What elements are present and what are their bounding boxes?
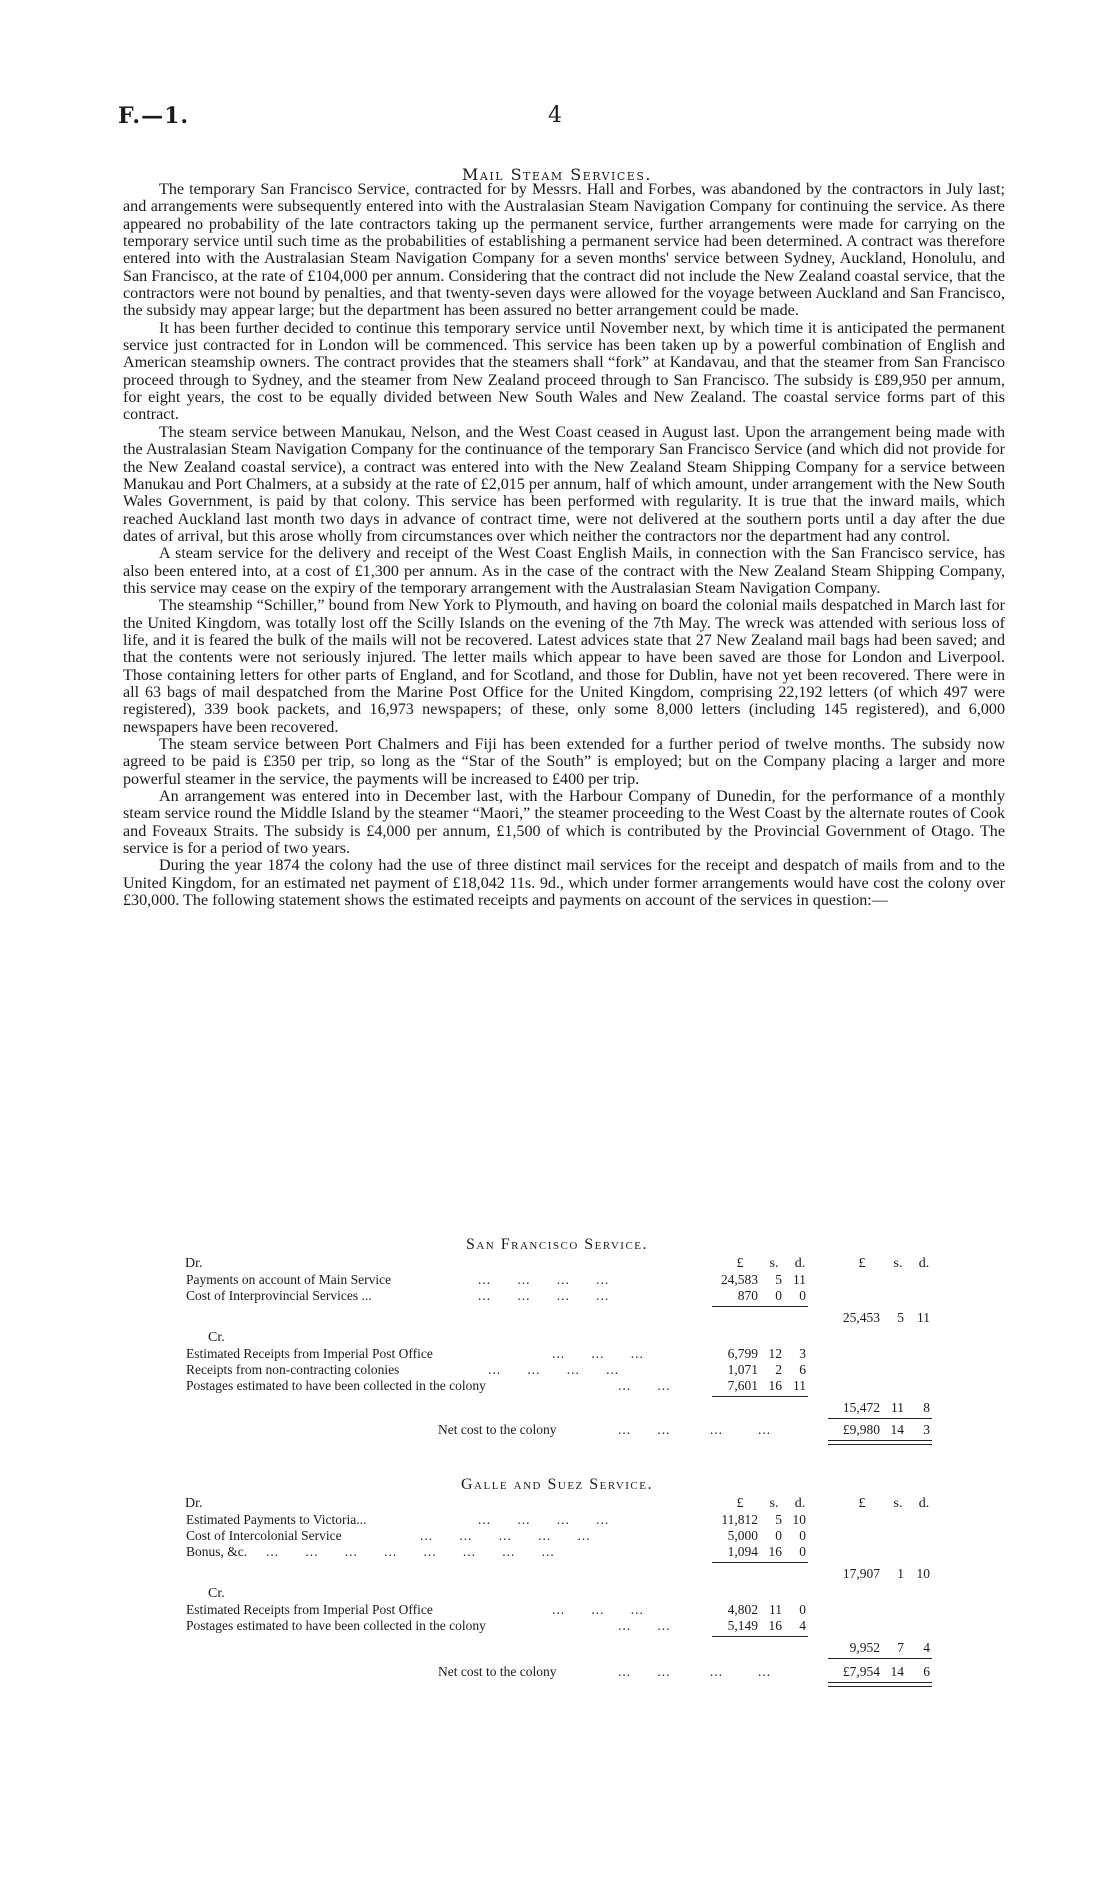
paragraph: It has been further decided to continue this temporary service until November next, by which time it is anticipated the permanent service just contracted for in London will be commenced. This service has been taken up by a powerful combination of English and American steamship owners. The contract provides that the steamers shall “fork” at Kandavau, and that the steamer from San Francisco proceed through to Sydney, and the steamer from New Zealand proceed through to San Francisco. The subsidy is £89,950 per annum, for eight years, the cost to be equally divided between New South Wales and New Zealand. The coastal service forms part of this contract. bbox=[123, 319, 1005, 424]
ledger-row: Estimated Payments to Victoria... ... ... ... ... 11,812 5 10 bbox=[186, 1512, 806, 1527]
shillings-value: 16 bbox=[768, 1544, 782, 1559]
shillings-value: 11 bbox=[769, 1602, 782, 1617]
pence-value: 11 bbox=[793, 1378, 806, 1393]
col-pence-header: d. bbox=[794, 1496, 806, 1511]
pounds-value: 5,000 bbox=[727, 1528, 758, 1543]
document-reference: F.—1. bbox=[118, 103, 190, 129]
section-title-mail-steam-services: Mail Steam Services. bbox=[462, 165, 652, 184]
col-shilling-header: s. bbox=[769, 1256, 779, 1271]
shillings-value: 16 bbox=[768, 1378, 782, 1393]
row-label: Estimated Receipts from Imperial Post Office bbox=[186, 1602, 433, 1617]
pence-value: 0 bbox=[799, 1602, 806, 1617]
dr-label: Dr. bbox=[185, 1256, 203, 1271]
net-cost-label: Net cost to the colony bbox=[438, 1422, 557, 1437]
pounds-value: 1,071 bbox=[727, 1362, 758, 1377]
row-label: Cost of Interprovincial Services ... bbox=[186, 1288, 372, 1303]
subtotal-rule bbox=[712, 1562, 808, 1563]
shillings-value: 2 bbox=[775, 1362, 782, 1377]
net-shillings: 14 bbox=[890, 1664, 904, 1679]
subtotal-rule bbox=[712, 1636, 808, 1637]
ledger-row: Postages estimated to have been collected in the colony ... ... 5,149 16 4 bbox=[186, 1618, 806, 1633]
pence-value: 10 bbox=[792, 1512, 806, 1527]
total-pence: 11 bbox=[917, 1310, 930, 1325]
row-label: Cost of Intercolonial Service bbox=[186, 1528, 342, 1543]
ledger-total-row bbox=[0, 1310, 1114, 1326]
net-double-rule bbox=[828, 1682, 932, 1687]
total-shillings: 5 bbox=[897, 1310, 904, 1325]
pounds-value: 4,802 bbox=[727, 1602, 758, 1617]
ledger-row: Estimated Receipts from Imperial Post Office ... ... ... 4,802 11 0 bbox=[186, 1602, 806, 1617]
ledger-row: Bonus, &c. ... ... ... ... ... ... ... ... 1,094 16 0 bbox=[186, 1544, 806, 1559]
body-text bbox=[123, 181, 1005, 909]
page-number: 4 bbox=[548, 103, 562, 128]
section-title-san-francisco: San Francisco Service. bbox=[465, 1236, 649, 1253]
dr-label: Dr. bbox=[185, 1496, 203, 1511]
net-cost-label: Net cost to the colony bbox=[438, 1664, 557, 1679]
net-pence: 3 bbox=[923, 1422, 930, 1437]
paragraph: The steamship “Schiller,” bound from New York to Plymouth, and having on board the colonial mails despatched in March last for the United Kingdom, was totally lost off the Scilly Islands on the evening of the 7th May. The wreck was attended with serious loss of life, and it is feared the bulk of the mails will not be recovered. Latest advices state that 27 New Zealand mail bags had been saved; and that the contents were not seriously injured. The letter mails which appear to have been saved are those for London and Liverpool. Those containing letters for other parts of England, and for Scotland, and those for Dublin, have not yet been recovered. There were in all 63 bags of mail despatched from the Marine Post Office for the United Kingdom, comprising 22,192 letters (of which 497 were registered), 339 book packets, and 16,973 newspapers; of these, only some 8,000 letters (including 145 registered), and 6,000 newspapers have been recovered. bbox=[123, 597, 1005, 736]
paragraph: The temporary San Francisco Service, contracted for by Messrs. Hall and Forbes, was abandoned by the contractors in July last; and arrangements were subsequently entered into with the Australasian Steam Navigation Company for continuing the service. As there appeared no probability of the late contractors taking up the permanent service, further arrangements were made for carrying on the temporary service until such time as the probabilities of establishing a permanent service had been determined. A contract was therefore entered into with the Australasian Steam Navigation Company for a seven months' service between Sydney, Auckland, Honolulu, and San Francisco, at the rate of £104,000 per annum. Considering that the contract did not include the New Zealand coastal service, that the contractors were not bound by penalties, and that twenty-seven days were allowed for the voyage between Auckland and San Francisco, the subsidy may appear large; but the department has been assured no better arrangement could be made. bbox=[123, 181, 1005, 320]
total-pence: 8 bbox=[923, 1400, 930, 1415]
row-label: Payments on account of Main Service bbox=[186, 1272, 392, 1287]
pence-value: 3 bbox=[799, 1346, 806, 1361]
total-shillings: 7 bbox=[897, 1640, 904, 1655]
ledger-row: Receipts from non-contracting colonies ... ... ... ... 1,071 2 6 bbox=[186, 1362, 806, 1377]
col-pound-header: £ bbox=[736, 1256, 744, 1271]
col-pound-header: £ bbox=[858, 1496, 866, 1511]
net-pounds: £9,980 bbox=[842, 1422, 880, 1437]
ledger-total-row bbox=[0, 1400, 1114, 1416]
ledger-total-row bbox=[0, 1640, 1114, 1656]
total-pounds: 25,453 bbox=[842, 1310, 880, 1325]
row-label: Receipts from non-contracting colonies bbox=[186, 1362, 400, 1377]
cr-label: Cr. bbox=[208, 1586, 225, 1601]
pence-value: 11 bbox=[793, 1272, 806, 1287]
total-rule bbox=[828, 1658, 932, 1659]
total-pence: 4 bbox=[923, 1640, 930, 1655]
col-shilling-header: s. bbox=[893, 1496, 903, 1511]
pounds-value: 5,149 bbox=[727, 1618, 758, 1633]
total-shillings: 1 bbox=[897, 1566, 904, 1581]
pounds-value: 870 bbox=[737, 1288, 758, 1303]
pence-value: 6 bbox=[799, 1362, 806, 1377]
row-label: Postages estimated to have been collected in the colony bbox=[186, 1378, 486, 1393]
row-label: Postages estimated to have been collected in the colony bbox=[186, 1618, 486, 1633]
col-shilling-header: s. bbox=[769, 1496, 779, 1511]
row-label: Estimated Receipts from Imperial Post Office bbox=[186, 1346, 433, 1361]
row-label: Estimated Payments to Victoria... bbox=[186, 1512, 367, 1527]
pence-value: 0 bbox=[799, 1528, 806, 1543]
paragraph: A steam service for the delivery and receipt of the West Coast English Mails, in connection with the San Francisco service, has also been entered into, at a cost of £1,300 per annum. As in the case of the contract with the New Zealand Steam Shipping Company, this service may cease on the expiry of the temporary arrangement with the Australasian Steam Navigation Company. bbox=[123, 545, 1005, 597]
total-rule bbox=[828, 1418, 932, 1419]
pounds-value: 1,094 bbox=[727, 1544, 758, 1559]
total-pence: 10 bbox=[916, 1566, 930, 1581]
col-pence-header: d. bbox=[918, 1496, 930, 1511]
ledger-row: Cost of Interprovincial Services ... ... ... ... ... 870 0 0 bbox=[186, 1288, 806, 1303]
total-shillings: 11 bbox=[891, 1400, 904, 1415]
paragraph: The steam service between Manukau, Nelson, and the West Coast ceased in August last. Upon the arrangement being made with the Australasian Steam Navigation Company for the continuance of the temporary San Francisco Service (and which did not provide for the New Zealand coastal service), a contract was entered into with the New Zealand Steam Shipping Company for a service between Manukau and Port Chalmers, at a subsidy at the rate of £2,015 per annum, half of which amount, under arrangement with the New South Wales Government, is paid by that colony. This service has been performed with regularity. It is true that the inward mails, which reached Auckland last month two days in advance of contract time, were not delivered at the southern ports until a day after the due dates of arrival, but this arose wholly from circumstances over which neither the contractors nor the department had any control. bbox=[123, 423, 1005, 545]
net-pounds: £7,954 bbox=[842, 1664, 880, 1679]
subtotal-rule bbox=[712, 1396, 808, 1397]
ledger-row: Estimated Receipts from Imperial Post Office ... ... ... 6,799 12 3 bbox=[186, 1346, 806, 1361]
paragraph: An arrangement was entered into in December last, with the Harbour Company of Dunedin, for the performance of a monthly steam service round the Middle Island by the steamer “Maori,” the steamer proceeding to the West Coast by the alternate routes of Cook and Foveaux Straits. The subsidy is £4,000 per annum, £1,500 of which is contributed by the Provincial Government of Otago. The service is for a period of two years. bbox=[123, 788, 1005, 858]
net-shillings: 14 bbox=[890, 1422, 904, 1437]
paragraph: During the year 1874 the colony had the use of three distinct mail services for the receipt and despatch of mails from and to the United Kingdom, for an estimated net payment of £18,042 11s. 9d., which under former arrangements would have cost the colony over £30,000. The following statement shows the estimated receipts and payments on account of the services in question:— bbox=[123, 857, 1005, 910]
total-pounds: 17,907 bbox=[842, 1566, 880, 1581]
shillings-value: 16 bbox=[768, 1618, 782, 1633]
shillings-value: 0 bbox=[775, 1288, 782, 1303]
shillings-value: 5 bbox=[775, 1272, 782, 1287]
pence-value: 0 bbox=[799, 1288, 806, 1303]
paragraph: The steam service between Port Chalmers and Fiji has been extended for a further period of twelve months. The subsidy now agreed to be paid is £350 per trip, so long as the “Star of the South” is employed; but on the Company placing a larger and more powerful steamer in the service, the payments will be increased to £400 per trip. bbox=[123, 736, 1005, 788]
shillings-value: 5 bbox=[775, 1512, 782, 1527]
total-pounds: 15,472 bbox=[842, 1400, 880, 1415]
net-cost-row: Net cost to the colony ... ... ... ... £7,954 14 6 bbox=[438, 1664, 930, 1679]
cr-label: Cr. bbox=[208, 1330, 225, 1345]
net-pence: 6 bbox=[923, 1664, 930, 1679]
col-shilling-header: s. bbox=[893, 1256, 903, 1271]
pounds-value: 7,601 bbox=[727, 1378, 758, 1393]
ledger-total-row bbox=[0, 1566, 1114, 1582]
net-double-rule bbox=[828, 1440, 932, 1445]
col-pence-header: d. bbox=[794, 1256, 806, 1271]
pounds-value: 24,583 bbox=[720, 1272, 758, 1287]
pence-value: 0 bbox=[799, 1544, 806, 1559]
subtotal-rule bbox=[712, 1306, 808, 1307]
net-cost-row: Net cost to the colony ... ... ... ... £9,980 14 3 bbox=[438, 1422, 930, 1437]
total-pounds: 9,952 bbox=[849, 1640, 880, 1655]
col-pound-header: £ bbox=[736, 1496, 744, 1511]
pounds-value: 6,799 bbox=[727, 1346, 758, 1361]
pence-value: 4 bbox=[799, 1618, 806, 1633]
row-label: Bonus, &c. bbox=[186, 1544, 248, 1559]
shillings-value: 0 bbox=[775, 1528, 782, 1543]
ledger-row: Payments on account of Main Service ... ... ... ... 24,583 5 11 bbox=[186, 1272, 806, 1287]
ledger-row: Cost of Intercolonial Service ... ... ... ... ... 5,000 0 0 bbox=[186, 1528, 806, 1543]
ledger-row: Postages estimated to have been collected in the colony ... ... 7,601 16 11 bbox=[186, 1378, 806, 1393]
shillings-value: 12 bbox=[768, 1346, 782, 1361]
col-pence-header: d. bbox=[918, 1256, 930, 1271]
col-pound-header: £ bbox=[858, 1256, 866, 1271]
pounds-value: 11,812 bbox=[721, 1512, 758, 1527]
section-title-galle-suez: Galle and Suez Service. bbox=[460, 1476, 653, 1493]
